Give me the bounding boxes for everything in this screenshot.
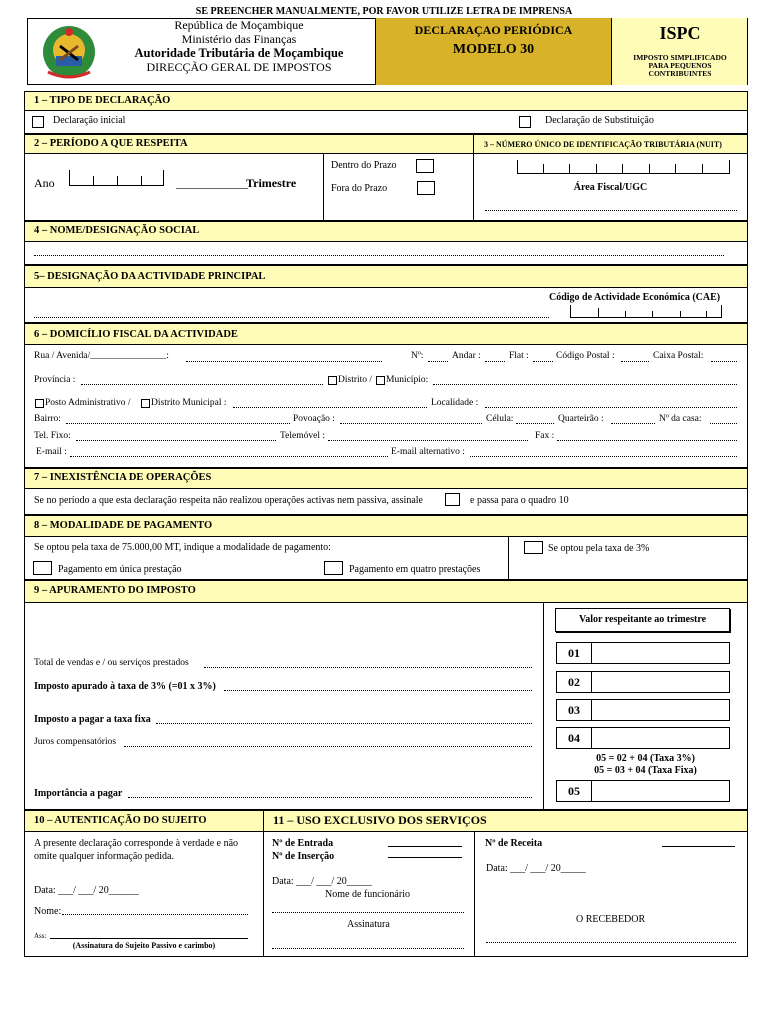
value-header: Valor respeitante ao trimestre — [578, 614, 707, 625]
declaration-type: DECLARAÇAO PERIÓDICA — [414, 23, 573, 37]
n-casa-label: Nº da casa: — [659, 414, 702, 424]
interest-label: Juros compensatórios — [34, 737, 117, 747]
municipio-checkbox[interactable] — [376, 376, 385, 385]
box-02-label: 02 — [557, 672, 592, 692]
replacement-checkbox[interactable] — [519, 116, 531, 128]
in-time-label: Dentro do Prazo — [331, 160, 397, 171]
s8-intro: Se optou pela taxa de 75.000,00 MT, indique a modalidade de pagamento: — [34, 542, 331, 553]
distrito-municipal-checkbox[interactable] — [141, 399, 150, 408]
distrito-label: Distrito / — [338, 375, 373, 385]
s7-text2: e passa para o quadro 10 — [470, 495, 569, 506]
posto-label: Posto Administrativo / — [45, 398, 131, 408]
s10-title: 10 – AUTENTICAÇÃO DO SUJEITO — [24, 810, 264, 832]
code-desc-1: IMPOSTO SIMPLIFICADO — [633, 53, 727, 62]
tel-fixo-label: Tel. Fixo: — [34, 431, 71, 441]
box-01[interactable] — [556, 642, 730, 664]
bairro-label: Bairro: — [34, 414, 61, 424]
employee-input[interactable] — [272, 912, 464, 913]
single-payment-label: Pagamento em única prestação — [58, 564, 182, 575]
s10-sig-input[interactable] — [50, 938, 248, 939]
s10-name-input[interactable] — [62, 914, 248, 915]
tax-3-label: Imposto apurado à taxa de 3% (=01 x 3%) — [34, 681, 216, 692]
s2-title: 2 – PERÍODO A QUE RESPEITA — [24, 134, 474, 154]
signature-input[interactable] — [272, 948, 464, 949]
code-desc-3: CONTRIBUINTES — [648, 69, 712, 78]
ministry-label: Ministério das Finanças — [181, 32, 297, 46]
late-checkbox[interactable] — [417, 181, 435, 195]
num-label: Nº: — [411, 351, 424, 361]
s10-name-label: Nome: — [34, 906, 62, 917]
cae-label: Código de Actividade Económica (CAE) — [549, 292, 721, 303]
s11-date[interactable]: Data: ___/ ___/ 20_____ — [272, 876, 372, 887]
receiver-label: O RECEBEDOR — [576, 914, 646, 925]
box-02[interactable] — [556, 671, 730, 693]
receipt-input[interactable] — [662, 846, 735, 847]
s8-title: 8 – MODALIDADE DE PAGAMENTO — [24, 515, 748, 537]
area-input[interactable] — [485, 210, 737, 211]
s4-title: 4 – NOME/DESIGNAÇÃO SOCIAL — [24, 221, 748, 242]
s7-title: 7 – INEXISTÊNCIA DE OPERAÇÕES — [24, 468, 748, 489]
s3-title: 3 – NÚMERO ÚNICO DE IDENTIFICAÇÃO TRIBUTÁRIA (NUIT) — [473, 134, 748, 154]
emblem-icon — [38, 22, 100, 82]
telemovel-label: Telemóvel : — [280, 431, 325, 441]
box-01-label: 01 — [557, 643, 592, 663]
quarteirao-label: Quarteirão : — [558, 414, 604, 424]
quarter-blank[interactable]: ____________ — [176, 176, 248, 190]
email-alt-label: E-mail alternativo : — [391, 447, 465, 457]
area-label: Área Fiscal/UGC — [573, 182, 648, 193]
distrito-checkbox[interactable] — [328, 376, 337, 385]
s10-text1: A presente declaração corresponde à verdade e não — [34, 838, 239, 849]
rate-3-label: Se optou pela taxa de 3% — [548, 543, 650, 554]
andar-label: Andar : — [452, 351, 481, 361]
s1-title: 1 – TIPO DE DECLARAÇÃO — [24, 91, 748, 111]
provincia-label: Província : — [34, 375, 76, 385]
single-payment-checkbox[interactable] — [33, 561, 52, 575]
s5-title: 5– DESIGNAÇÃO DA ACTIVIDADE PRINCIPAL — [24, 265, 748, 288]
s10-text2: omite qualquer informação pedida. — [34, 851, 174, 862]
box-03[interactable] — [556, 699, 730, 721]
s6-title: 6 – DOMICÍLIO FISCAL DA ACTIVIDADE — [24, 323, 748, 345]
flat-label: Flat : — [509, 351, 529, 361]
cae-input[interactable] — [570, 305, 722, 318]
four-payments-checkbox[interactable] — [324, 561, 343, 575]
box-05-label: 05 — [557, 781, 592, 801]
caixa-postal-label: Caixa Postal: — [653, 351, 704, 361]
celula-label: Célula: — [486, 414, 514, 424]
receiver-input[interactable] — [486, 942, 736, 943]
total-sales-label: Total de vendas e / ou serviços prestados — [34, 658, 189, 668]
s9-title: 9 – APURAMENTO DO IMPOSTO — [24, 580, 748, 603]
localidade-label: Localidade : — [431, 398, 479, 408]
amount-label: Importância a pagar — [34, 788, 123, 799]
initial-label: Declaração inicial — [53, 115, 126, 126]
nuit-input[interactable] — [517, 160, 729, 174]
employee-label: Nome de funcionário — [325, 889, 410, 900]
distrito-municipal-label: Distrito Municipal : — [151, 398, 227, 408]
initial-checkbox[interactable] — [32, 116, 44, 128]
signature-label: Assinatura — [347, 919, 390, 930]
code-label: ISPC — [659, 23, 701, 43]
box-04-label: 04 — [557, 728, 592, 748]
box-05[interactable] — [556, 780, 730, 802]
s6-body — [24, 344, 748, 468]
rate-3-checkbox[interactable] — [524, 541, 543, 554]
republic-label: República de Moçambique — [174, 18, 304, 32]
s11-title: 11 – USO EXCLUSIVO DOS SERVIÇOS — [263, 810, 748, 832]
s10-sig-caption: (Assinatura do Sujeito Passivo e carimbo) — [72, 941, 216, 950]
formula-2: 05 = 03 + 04 (Taxa Fixa) — [594, 765, 697, 776]
top-notice: SE PREENCHER MANUALMENTE, POR FAVOR UTILIZE LETRA DE IMPRENSA — [195, 6, 573, 17]
fax-label: Fax : — [535, 431, 555, 441]
authority-label: Autoridade Tributária de Moçambique — [134, 46, 344, 60]
posto-checkbox[interactable] — [35, 399, 44, 408]
year-label: Ano — [34, 176, 55, 190]
insertion-input[interactable] — [388, 857, 462, 858]
receipt-label: Nº de Receita — [485, 838, 543, 849]
s7-text: Se no período a que esta declaração respeita não realizou operações activas nem passiva, assinale — [34, 495, 423, 506]
s4-body — [24, 241, 748, 265]
municipio-label: Município: — [386, 375, 429, 385]
directorate-label: DIRECÇÃO GERAL DE IMPOSTOS — [146, 60, 332, 74]
formula-1: 05 = 02 + 04 (Taxa 3%) — [596, 753, 695, 764]
code-desc-2: PARA PEQUENOS — [648, 61, 712, 70]
s10-sig-label: Ass: — [34, 932, 47, 940]
box-03-label: 03 — [557, 700, 592, 720]
entry-input[interactable] — [388, 846, 462, 847]
name-input[interactable] — [34, 255, 724, 256]
s11-date2[interactable]: Data: ___/ ___/ 20_____ — [486, 863, 586, 874]
email-label: E-mail : — [36, 447, 67, 457]
no-operations-checkbox[interactable] — [445, 493, 460, 506]
replacement-label: Declaração de Substituição — [545, 115, 654, 126]
late-label: Fora do Prazo — [331, 183, 388, 194]
activity-input[interactable] — [34, 317, 549, 318]
insertion-label: Nº de Inserção — [272, 851, 335, 862]
povoacao-label: Povoação : — [293, 414, 335, 424]
rua-label: Rua / Avenida/________________: — [34, 351, 169, 361]
box-04[interactable] — [556, 727, 730, 749]
tax-fixed-label: Imposto a pagar a taxa fixa — [34, 714, 151, 725]
model-label: MODELO 30 — [452, 42, 535, 57]
four-payments-label: Pagamento em quatro prestações — [349, 564, 481, 575]
in-time-checkbox[interactable] — [416, 159, 434, 173]
s10-date[interactable]: Data: ___/ ___/ 20______ — [34, 885, 139, 896]
codigo-postal-label: Código Postal : — [556, 351, 615, 361]
entry-label: Nº de Entrada — [272, 838, 334, 849]
quarter-label: Trimestre — [246, 176, 297, 190]
